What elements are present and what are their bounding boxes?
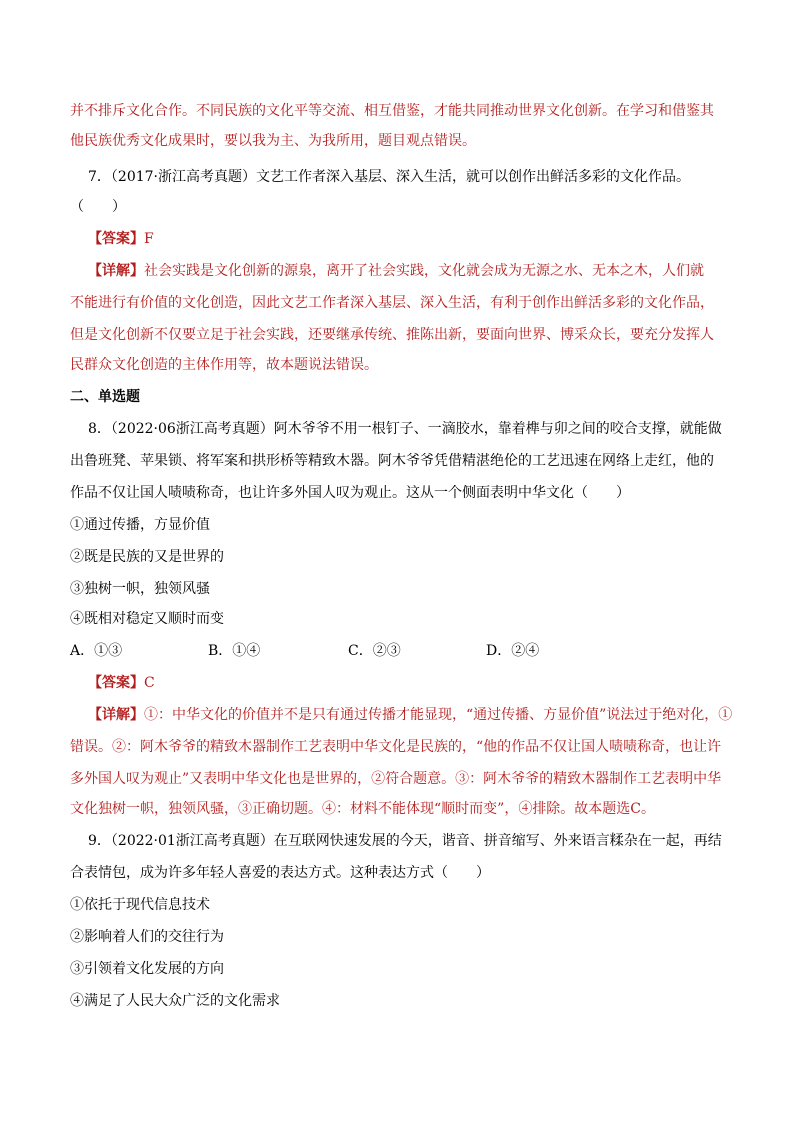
question-9-line-1: 9．（2022·01浙江高考真题）在互联网快速发展的今天，谐音、拼音缩写、外来语言糅杂在一起，再结 (88, 833, 722, 849)
question-8-option-3: ③独树一帜，独领风骚 (70, 581, 210, 597)
explanation-text: ①：中华文化的价值并不是只有通过传播才能显现，“通过传播、方显价值”说法过于绝对化，① (144, 707, 733, 723)
section-heading-single-choice: 二、单选题 (70, 389, 140, 405)
question-8-line-1: 8．（2022·06浙江高考真题）阿木爷爷不用一根钉子、一滴胶水，靠着榫与卯之间的咬合支撑，就能做 (88, 421, 722, 437)
explanation-label: 【详解】 (88, 707, 144, 723)
answer-label: 【答案】 (88, 231, 144, 247)
answer-value: C (144, 675, 155, 691)
question-9-option-4: ④满足了人民大众广泛的文化需求 (70, 993, 280, 1009)
prev-explanation-line-1: 并不排斥文化合作。不同民族的文化平等交流、相互借鉴，才能共同推动世界文化创新。在学习和借鉴其 (70, 103, 714, 119)
question-9-option-1: ①依托于现代信息技术 (70, 897, 210, 913)
explanation-text: 社会实践是文化创新的源泉，离开了社会实践，文化就会成为无源之水、无本之木，人们就 (144, 263, 704, 279)
explanation-8-line-3: 多外国人叹为观止”又表明中华文化也是世界的，②符合题意。③：阿木爷爷的精致木器制作工艺表明中华 (70, 771, 722, 787)
explanation-label: 【详解】 (88, 263, 144, 279)
question-8-line-3: 作品不仅让国人啧啧称奇，也让许多外国人叹为观止。这从一个侧面表明中华文化（ ） (70, 485, 630, 501)
question-8-option-1: ①通过传播，方显价值 (70, 517, 210, 533)
question-8-choice-a: A．①③ (70, 643, 123, 659)
question-8-choice-b: B．①④ (208, 643, 261, 659)
explanation-8-line-1 (88, 706, 748, 724)
question-8-option-2: ②既是民族的又是世界的 (70, 549, 224, 565)
explanation-8-line-2: 错误。②：阿木爷爷的精致木器制作工艺表明中华文化是民族的，“他的作品不仅让国人啧啧称奇，也让许 (70, 739, 722, 755)
answer-7 (88, 230, 748, 248)
question-9-option-3: ③引领着文化发展的方向 (70, 961, 224, 977)
explanation-7-line-3: 但是文化创新不仅要立足于社会实践，还要继承传统、推陈出新，要面向世界、博采众长，要充分发挥人 (70, 327, 714, 343)
question-8-line-2: 出鲁班凳、苹果锁、将军案和拱形桥等精致木器。阿木爷爷凭借精湛绝伦的工艺迅速在网络上走红，他的 (70, 453, 714, 469)
question-7-blank: （ ） (70, 199, 126, 215)
answer-value: F (144, 231, 154, 247)
question-8-choice-d: D．②④ (486, 643, 540, 659)
explanation-7-line-2: 不能进行有价值的文化创造，因此文艺工作者深入基层、深入生活，有利于创作出鲜活多彩的文化作品， (70, 295, 714, 311)
answer-8 (88, 674, 748, 692)
question-7-stem: 7．（2017·浙江高考真题）文艺工作者深入基层、深入生活，就可以创作出鲜活多彩的文化作品。 (88, 169, 690, 185)
question-8-choice-c: C．②③ (348, 643, 401, 659)
question-8-option-4: ④既相对稳定又顺时而变 (70, 611, 224, 627)
explanation-7-line-4: 民群众文化创造的主体作用等，故本题说法错误。 (70, 357, 378, 373)
question-9-option-2: ②影响着人们的交往行为 (70, 929, 224, 945)
prev-explanation-line-2: 他民族优秀文化成果时，要以我为主、为我所用，题目观点错误。 (70, 133, 476, 149)
explanation-8-line-4: 文化独树一帜，独领风骚，③正确切题。④：材料不能体现“顺时而变”，④排除。故本题选C。 (70, 801, 656, 817)
explanation-7-line-1 (88, 262, 748, 280)
question-9-line-2: 合表情包，成为许多年轻人喜爱的表达方式。这种表达方式（ ） (70, 865, 490, 881)
answer-label: 【答案】 (88, 675, 144, 691)
